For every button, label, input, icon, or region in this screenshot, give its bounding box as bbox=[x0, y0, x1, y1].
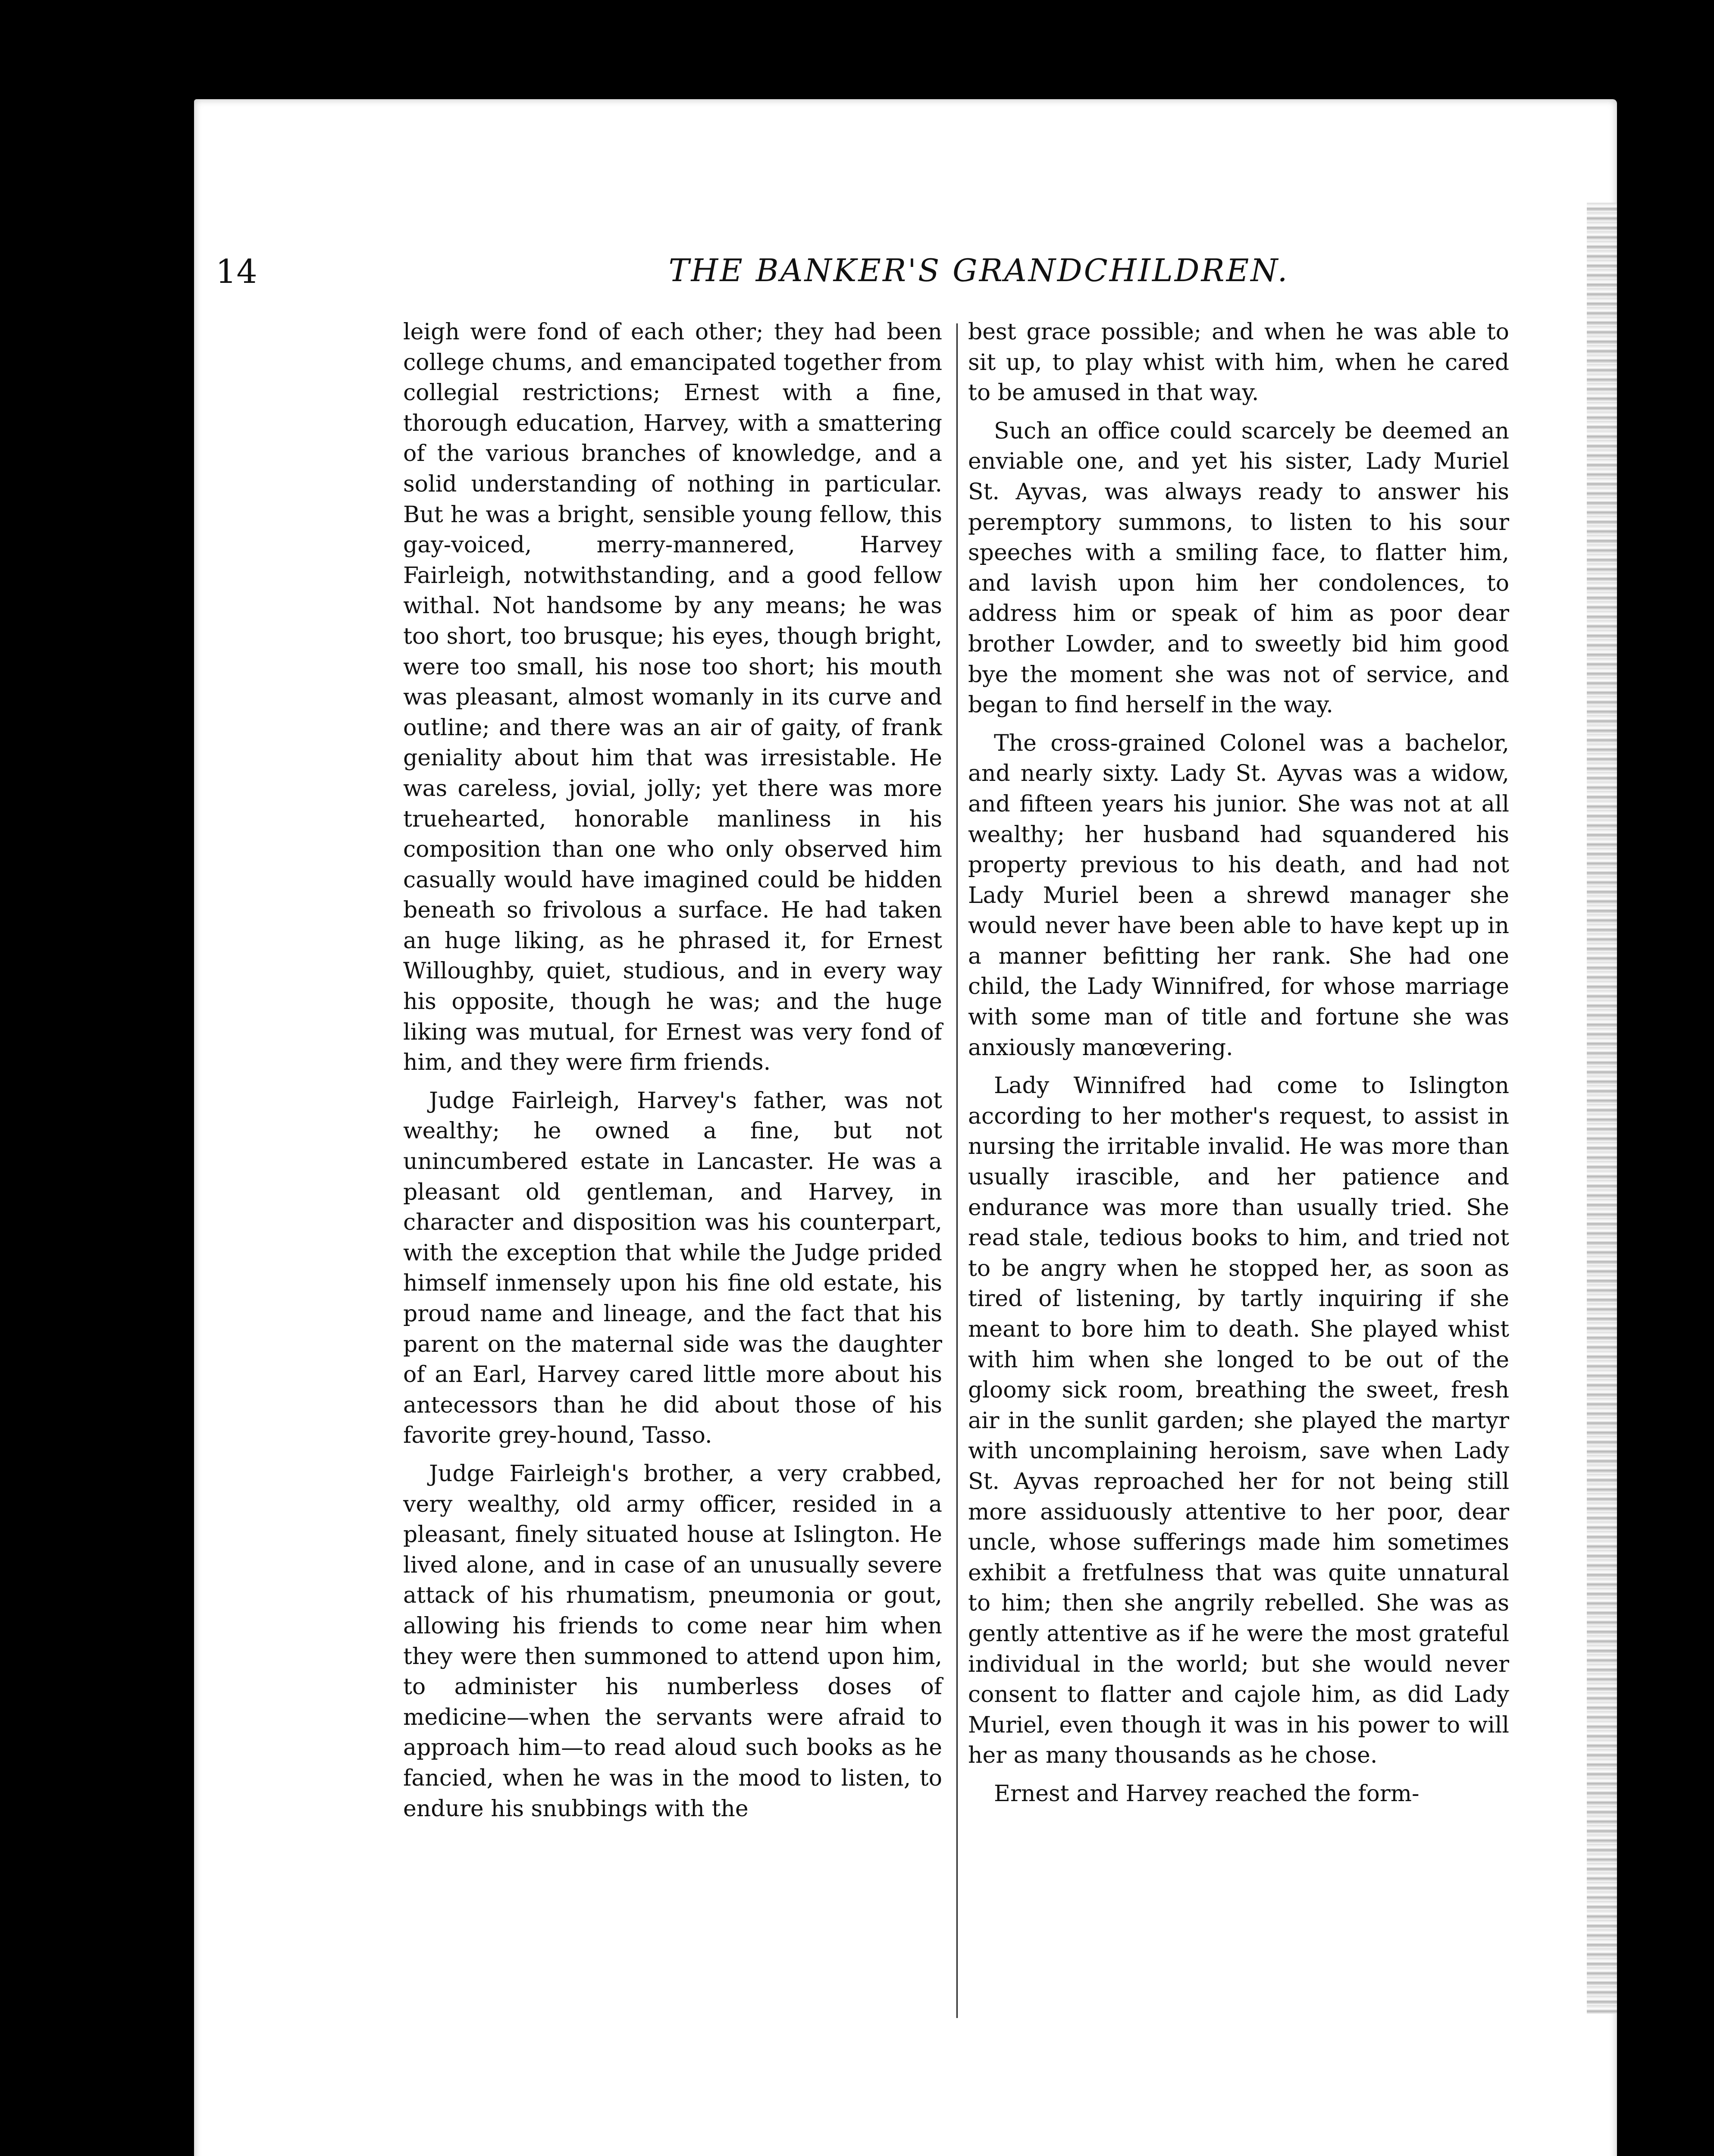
paragraph: Lady Winnifred had come to Islington according to her mother's request, to assist in nursing the irritable invalid. He was more than usually irascible, and her patience and endurance was more than usually tried. She read stale, tedious books to him, and tried not to be angry when he stopped her, as soon as tired of listening, by tartly inquiring if she meant to bore him to death. She played whist with him when she longed to be out of the gloomy sick room, breathing the sweet, fresh air in the sunlit garden; she played the martyr with uncomplaining heroism, save when Lady St. Ayvas reproached her for not being still more assiduously attentive to her poor, dear uncle, whose sufferings made him sometimes exhibit a fretfulness that was quite unnatural to him; then she angrily rebelled. She was as gently attentive as if he were the most grateful individual in the world; but she would never consent to flatter and cajole him, as did Lady Muriel, even though it was in his power to will her as many thousands as he chose. bbox=[968, 1073, 1509, 1769]
right-column bbox=[968, 317, 1509, 1817]
page-number: 14 bbox=[216, 252, 257, 291]
running-title: THE BANKER'S GRANDCHILDREN. bbox=[668, 252, 1289, 288]
paragraph: Judge Fairleigh, Harvey's father, was not wealthy; he owned a fine, but not unincumbered estate in Lancaster. He was a pleasant old gentleman, and Harvey, in character and disposition was his counterpart, with the exception that while the Judge prided himself inmensely upon his fine old estate, his proud name and lineage, and the fact that his parent on the maternal side was the daughter of an Earl, Harvey cared little more about his antecessors than he did about those of his favorite grey-hound, Tasso. bbox=[403, 1087, 942, 1449]
paragraph: Judge Fairleigh's brother, a very crabbed, very wealthy, old army officer, resided in a pleasant, finely situated house at Islington. He lived alone, and in case of an unusually severe attack of his rhumatism, pneumonia or gout, allowing his friends to come near him when they were then summoned to attend upon him, to administer his numberless doses of medicine—when the servants were afraid to approach him—to read aloud such books as he fancied, when he was in the mood to listen, to endure his snubbings with the bbox=[403, 1460, 942, 1822]
left-column bbox=[403, 317, 942, 1832]
paragraph: Such an office could scarcely be deemed an enviable one, and yet his sister, Lady Muriel St. Ayvas, was always ready to answer his peremptory summons, to listen to his sour speeches with a smiling face, to flatter him, and lavish upon him her condolences, to address him or speak of him as poor dear brother Lowder, and to sweetly bid him good bye the moment she was not of service, and began to find herself in the way. bbox=[968, 418, 1509, 718]
paragraph: leigh were fond of each other; they had been college chums, and emancipated together from collegial restrictions; Ernest with a fine, thorough education, Harvey, with a smattering of the various branches of knowledge, and a solid understanding of nothing in particular. But he was a bright, sensible young fellow, this gay-voiced, merry-mannered, Harvey Fairleigh, notwithstanding, and a good fellow withal. Not handsome by any means; he was too short, too brusque; his eyes, though bright, were too small, his nose too short; his mouth was pleasant, almost womanly in its curve and outline; and there was an air of gaity, of frank geniality about him that was irresistable. He was careless, jovial, jolly; yet there was more truehearted, honorable manliness in his composition than one who only observed him casually would have imagined could be hidden beneath so frivolous a surface. He had taken an huge liking, as he phrased it, for Ernest Willoughby, quiet, studious, and in every way his opposite, though he was; and the huge liking was mutual, for Ernest was very fond of him, and they were firm friends. bbox=[403, 319, 942, 1076]
page-edge-right bbox=[1587, 203, 1617, 2014]
column-divider bbox=[956, 323, 958, 2018]
page-header bbox=[216, 252, 1466, 304]
paragraph: Ernest and Harvey reached the form- bbox=[994, 1780, 1419, 1807]
paragraph: best grace possible; and when he was able to sit up, to play whist with him, when he cared to be amused in that way. bbox=[968, 319, 1509, 406]
paragraph: The cross-grained Colonel was a bachelor, and nearly sixty. Lady St. Ayvas was a widow, and fifteen years his junior. She was not at all wealthy; her husband had squandered his property previous to his death, and had not Lady Muriel been a shrewd manager she would never have been able to have kept up in a manner befitting her rank. She had one child, the Lady Winnifred, for whose marriage with some man of title and fortune she was anxiously manœvering. bbox=[968, 730, 1509, 1061]
